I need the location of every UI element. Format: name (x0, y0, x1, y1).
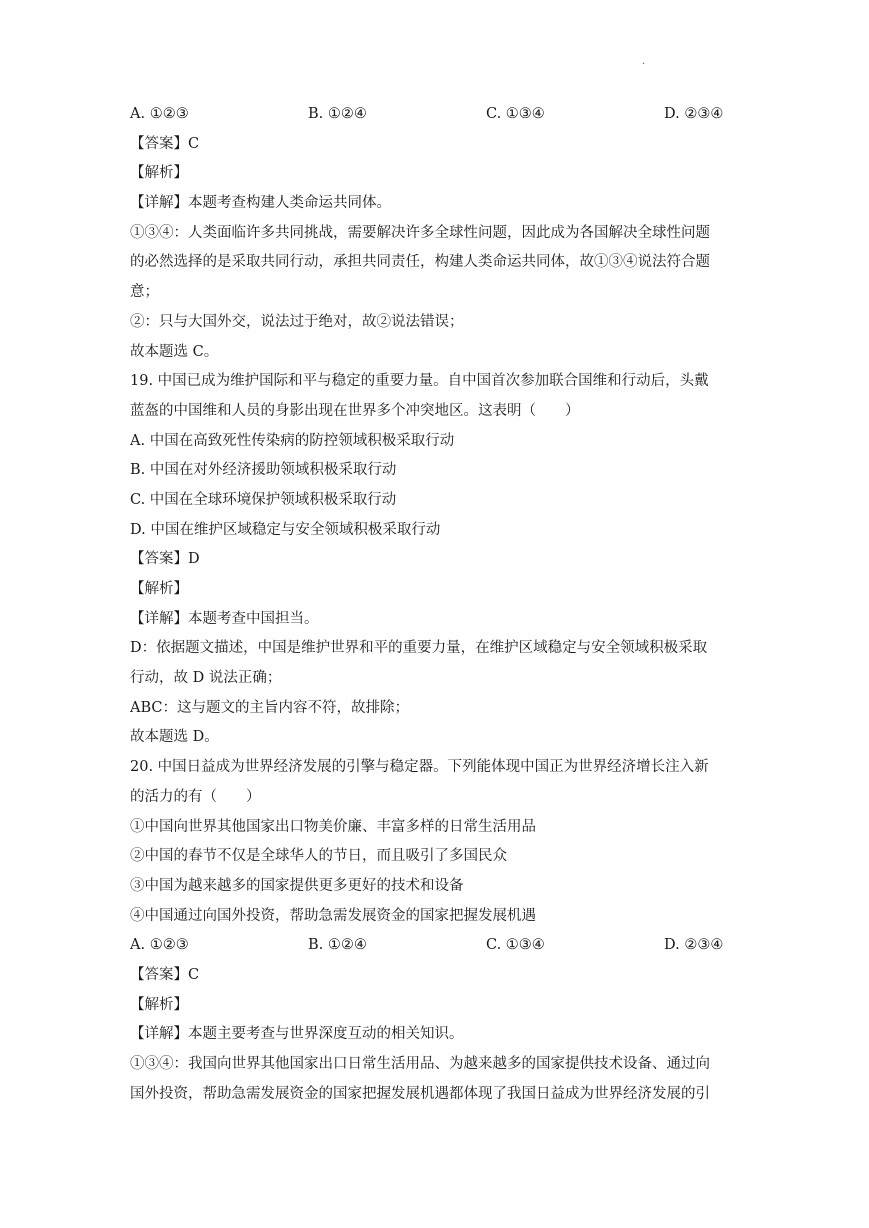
q20-stem: 20. 中国日益成为世界经济发展的引擎与稳定器。下列能体现中国正为世界经济增长注入新 (130, 759, 709, 776)
q18-detail-text: 的必然选择的是采取共同行动，承担共同责任，构建人类命运共同体，故①③④说法符合题 (130, 254, 710, 271)
q18-detail-text: 意； (130, 284, 159, 301)
q18-answer: 【答案】C (130, 135, 200, 152)
q20-statement-1: ①中国向世界其他国家出口物美价廉、丰富多样的日常生活用品 (130, 818, 536, 835)
q18-option-d: D. ②③④ (664, 106, 724, 122)
q20-statement-4: ④中国通过向国外投资，帮助急需发展资金的国家把握发展机遇 (130, 907, 536, 924)
q19-option-c: C. 中国在全球环境保护领域积极采取行动 (130, 491, 397, 508)
q19-detail-heading: 【详解】本题考查中国担当。 (130, 610, 319, 627)
q20-answer: 【答案】C (130, 966, 200, 983)
q19-option-d: D. 中国在维护区域稳定与安全领域积极采取行动 (130, 521, 441, 538)
q18-detail-text: ②：只与大国外交，说法过于绝对，故②说法错误； (130, 313, 464, 330)
q20-option-c: C. ①③④ (486, 937, 545, 954)
q20-option-b: B. ①②④ (308, 937, 367, 954)
q20-options (130, 931, 742, 961)
q18-option-b: B. ①②④ (308, 106, 367, 122)
q19-analysis-label: 【解析】 (130, 581, 188, 597)
q18-analysis-label: 【解析】 (130, 165, 188, 182)
q19-detail-text: 行动，故 D 说法正确； (130, 670, 282, 687)
document-body (130, 100, 742, 1109)
q19-option-b: B. 中国在对外经济援助领域积极采取行动 (130, 462, 397, 479)
q19-detail-text: D：依据题文描述，中国是维护世界和平的重要力量，在维护区域稳定与安全领域积极采取 (130, 640, 708, 657)
q19-detail-text: ABC：这与题文的主旨内容不符，故排除； (130, 699, 409, 716)
q20-detail-text: ①③④：我国向世界其他国家出口日常生活用品、为越来越多的国家提供技术设备、通过向 (130, 1056, 710, 1072)
q20-option-d: D. ②③④ (664, 937, 724, 954)
q18-options (130, 100, 742, 130)
q18-detail-heading: 【详解】本题考查构建人类命运共同体。 (130, 195, 391, 212)
q18-option-a: A. ①②③ (130, 106, 189, 122)
q20-analysis-label: 【解析】 (130, 996, 188, 1013)
q20-statement-2: ②中国的春节不仅是全球华人的节日，而且吸引了多国民众 (130, 848, 507, 865)
q19-answer: 【答案】D (130, 551, 200, 568)
q19-conclusion: 故本题选 D。 (130, 729, 219, 746)
q20-detail-text: 国外投资，帮助急需发展资金的国家把握发展机遇都体现了我国日益成为世界经济发展的引 (130, 1085, 710, 1102)
q19-stem: 19. 中国已成为维护国际和平与稳定的重要力量。自中国首次参加联合国维和行动后，头戴 (130, 373, 709, 390)
page-marker: . (642, 56, 646, 67)
q18-option-c: C. ①③④ (486, 106, 545, 122)
q19-stem: 蓝盔的中国维和人员的身影出现在世界多个冲突地区。这表明（ ） (130, 402, 580, 419)
q18-conclusion: 故本题选 C。 (130, 343, 219, 360)
q20-statement-3: ③中国为越来越多的国家提供更多更好的技术和设备 (130, 877, 464, 894)
q20-stem: 的活力的有（ ） (130, 788, 261, 805)
q20-detail-heading: 【详解】本题主要考查与世界深度互动的相关知识。 (130, 1026, 464, 1043)
q18-detail-text: ①③④：人类面临许多共同挑战，需要解决许多全球性问题，因此成为各国解决全球性问题 (130, 224, 710, 241)
q19-option-a: A. 中国在高致死性传染病的防控领域积极采取行动 (130, 432, 455, 449)
q20-option-a: A. ①②③ (130, 937, 189, 954)
